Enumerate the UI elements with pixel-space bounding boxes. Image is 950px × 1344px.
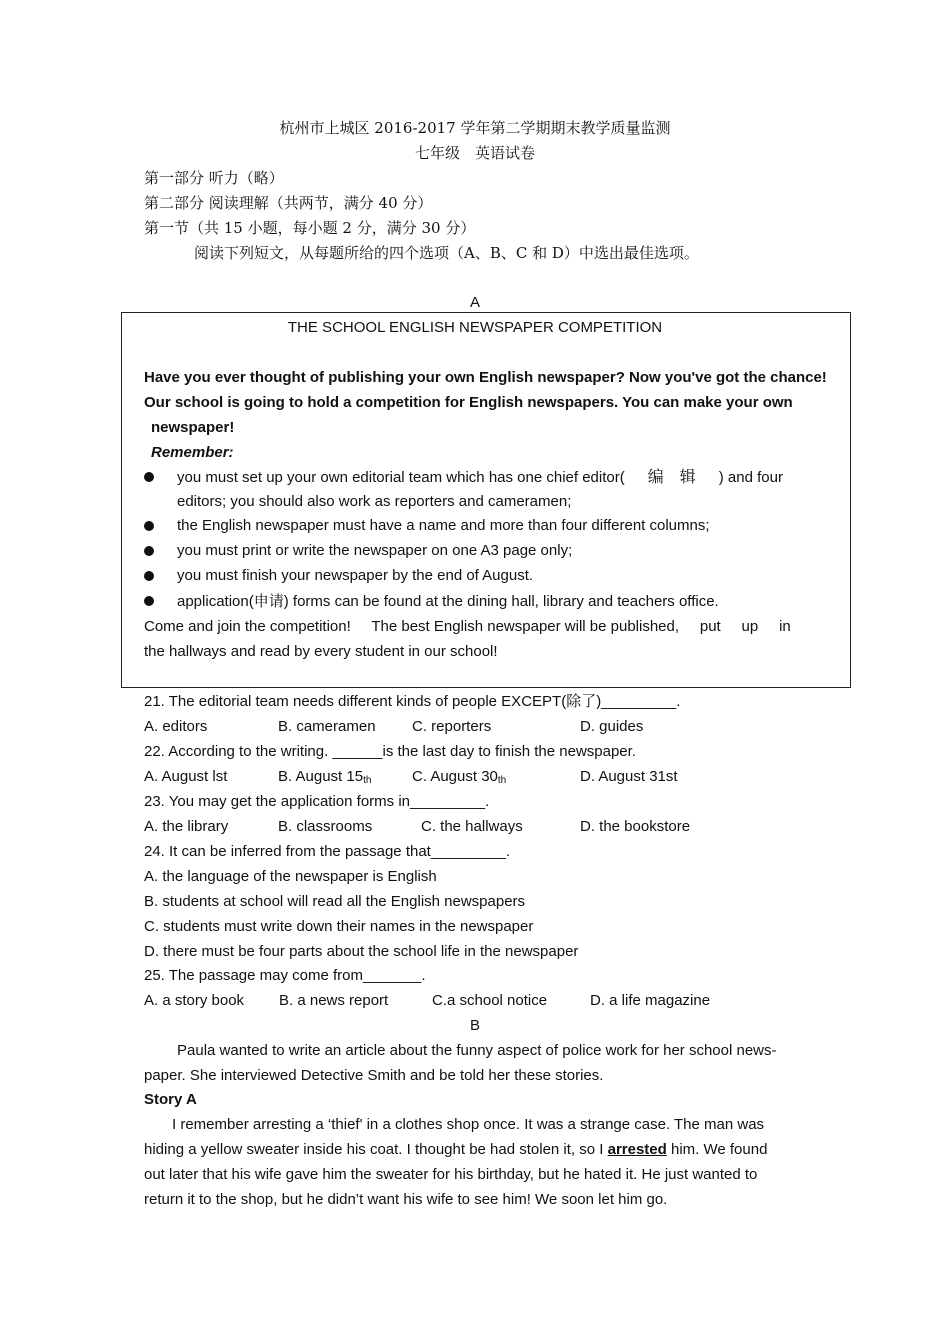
bullet-5-text-a: application(	[177, 593, 254, 610]
closing-line-2: the hallways and read by every student in our school!	[144, 643, 498, 660]
bullet-dot	[144, 546, 154, 556]
q25-option-d: D. a life magazine	[590, 992, 711, 1009]
remember-label: Remember:	[151, 444, 234, 461]
bullet-1-line-2: editors; you should also work as reporters and cameramen;	[177, 493, 572, 510]
q25-option-c: C.a school notice	[432, 992, 548, 1009]
question-24: 24. It can be inferred from the passage that_________.	[144, 843, 511, 860]
question-25: 25. The passage may come from_______.	[144, 967, 426, 984]
exam-title: 杭州市上城区 2016-2017 学年第二学期期末教学质量监测	[279, 119, 671, 137]
passage-a-intro-1: Have you ever thought of publishing your own English newspaper? Now you've got the chance!	[144, 369, 827, 386]
q22-option-c-suffix: th	[497, 775, 507, 786]
question-23: 23. You may get the application forms in_________.	[144, 793, 490, 810]
bullet-4: you must finish your newspaper by the end of August.	[177, 567, 534, 584]
bullet-3: you must print or write the newspaper on one A3 page only;	[177, 542, 573, 559]
passage-a-letter: A	[469, 294, 480, 311]
passage-a-intro-3: newspaper!	[151, 419, 235, 436]
bullet-5-text-b: ) forms can be found at the dining hall, library and teachers office.	[283, 593, 719, 610]
closing-line-1: Come and join the competition! The best English newspaper will be published, put up in	[144, 618, 791, 635]
q22-option-a: A. August lst	[144, 768, 228, 785]
q21-option-c: C. reporters	[412, 718, 492, 735]
q25-option-b: B. a news report	[279, 992, 389, 1009]
q24-option-c: C. students must write down their names in the newspaper	[144, 918, 534, 935]
story-a-line-4: return it to the shop, but he didn’t want his wife to see him! We soon let him go.	[144, 1191, 668, 1208]
story-a-heading: Story A	[144, 1091, 197, 1108]
arrested-keyword: arrested	[607, 1141, 667, 1158]
story-a-line-1: I remember arresting a ‘thief' in a clothes shop once. It was a strange case. The man was	[172, 1116, 765, 1133]
story-a-line-2-text-b: him. We found	[666, 1141, 768, 1158]
instruction: 阅读下列短文，从每题所给的四个选项（A、B、C 和 D）中选出最佳选项。	[194, 244, 699, 262]
bullet-5-chinese: 申请	[253, 592, 284, 610]
passage-b-paragraph-1b: paper. She interviewed Detective Smith and be told her these stories.	[144, 1067, 604, 1084]
q22-option-d: D. August 31st	[580, 768, 678, 785]
q22-option-b	[278, 767, 371, 791]
bullet-dot	[144, 571, 154, 581]
bullet-5	[177, 591, 719, 612]
q23-option-d: D. the bookstore	[580, 818, 691, 835]
bullet-1-text-a: you must set up your own editorial team which has one chief editor(	[177, 469, 625, 486]
q25-option-a: A. a story book	[144, 992, 245, 1009]
bullet-1-text-b: ) and four	[718, 469, 783, 486]
passage-b-letter: B	[469, 1017, 480, 1034]
bullet-dot	[144, 521, 154, 531]
q21-option-b: B. cameramen	[278, 718, 376, 735]
passage-a-title: THE SCHOOL ENGLISH NEWSPAPER COMPETITION	[287, 319, 663, 336]
q22-option-b-text: B. August 15	[278, 768, 364, 785]
bullet-2: the English newspaper must have a name and more than four different columns;	[177, 517, 710, 534]
part1-heading: 第一部分 听力（略）	[144, 169, 284, 187]
bullet-1-line-1	[177, 467, 783, 488]
question-21: 21. The editorial team needs different kinds of people EXCEPT(除了)_________.	[144, 693, 681, 710]
q22-option-b-suffix: th	[363, 775, 372, 786]
q23-option-c: C. the hallways	[421, 818, 523, 835]
q23-option-b: B. classrooms	[278, 818, 373, 835]
q21-option-a: A. editors	[144, 718, 208, 735]
passage-b-paragraph-1a: Paula wanted to write an article about the funny aspect of police work for her school news-	[177, 1042, 777, 1059]
story-a-line-2-text-a: hiding a yellow sweater inside his coat. I thought be had stolen it, so I	[144, 1141, 608, 1158]
bullet-1-chinese: 编 辑	[647, 467, 696, 486]
story-a-line-3: out later that his wife gave him the sweater for his birthday, but he hated it. He just wanted to	[144, 1166, 758, 1183]
q24-option-b: B. students at school will read all the English newspapers	[144, 893, 526, 910]
passage-a-intro-2: Our school is going to hold a competition for English newspapers. You can make your own	[144, 394, 793, 411]
section1-heading: 第一节（共 15 小题，每小题 2 分，满分 30 分）	[144, 219, 476, 237]
q21-option-d: D. guides	[580, 718, 644, 735]
q24-option-a: A. the language of the newspaper is English	[144, 868, 437, 885]
story-a-line-2	[144, 1140, 767, 1160]
q22-option-c-text: C. August 30	[412, 768, 498, 785]
q23-option-a: A. the library	[144, 818, 229, 835]
question-22: 22. According to the writing. ______is the last day to finish the newspaper.	[144, 743, 636, 760]
bullet-dot	[144, 596, 154, 606]
q24-option-d: D. there must be four parts about the school life in the newspaper	[144, 943, 579, 960]
bullet-dot	[144, 472, 154, 482]
part2-heading: 第二部分 阅读理解（共两节，满分 40 分）	[144, 194, 433, 212]
exam-subtitle: 七年级 英语试卷	[414, 144, 535, 162]
q22-option-c	[412, 767, 506, 791]
